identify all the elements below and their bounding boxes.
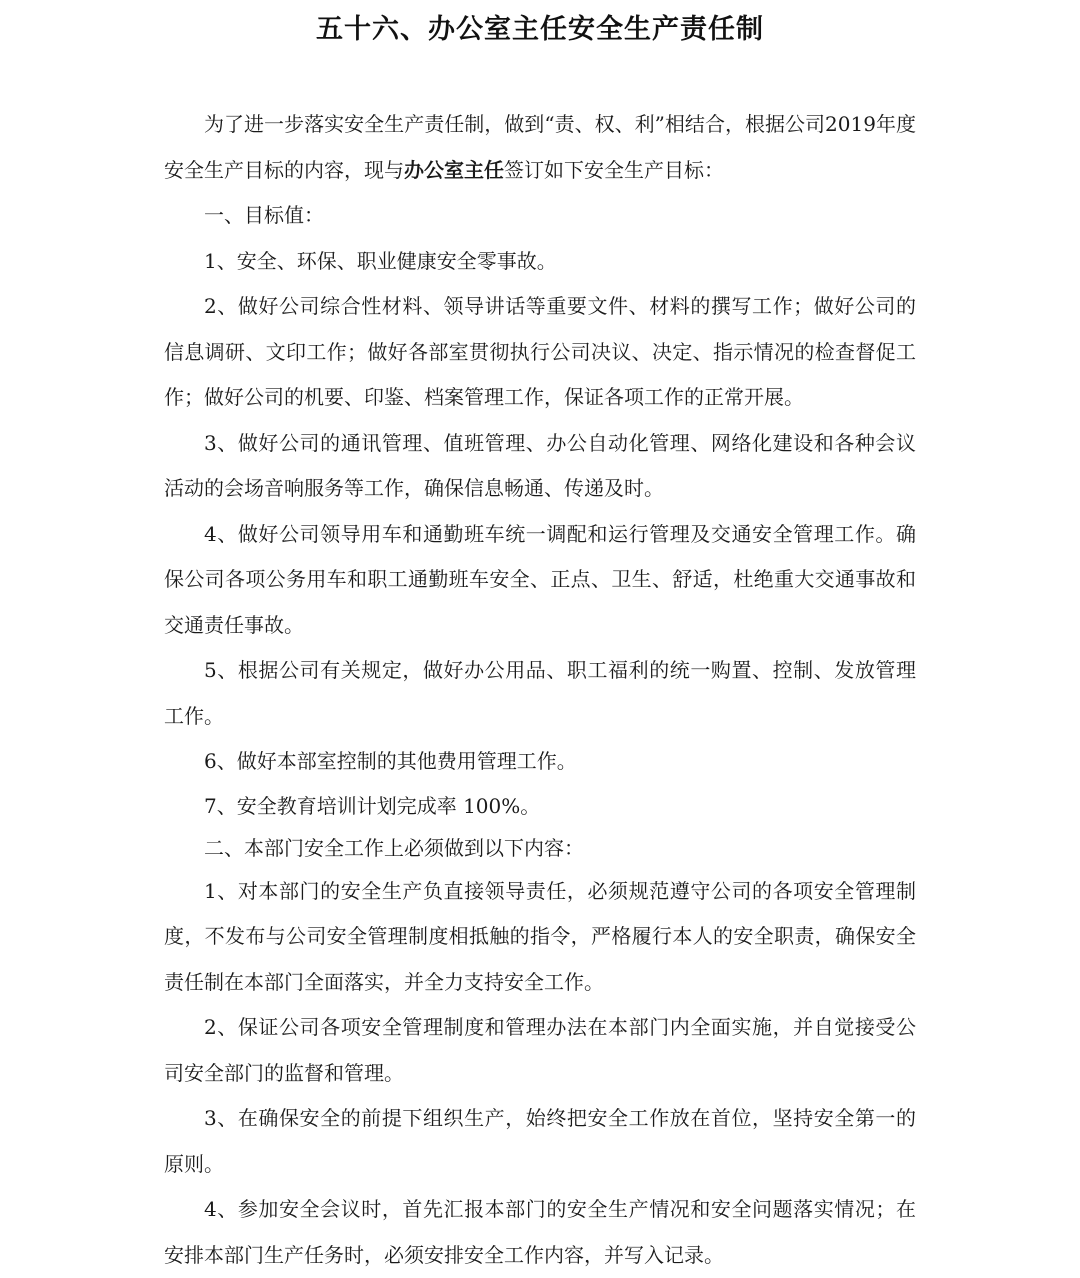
document-body — [164, 102, 916, 1278]
intro-text-before: 为了进一步落实安全生产责任制，做到“责、权、利”相结合，根据公司2019年度安全生产目标的内容，现与 — [164, 112, 916, 182]
target-item-6: 6、做好本部室控制的其他费用管理工作。 — [204, 749, 577, 773]
intro-paragraph — [164, 102, 916, 193]
requirement-item-2: 2、保证公司各项安全管理制度和管理办法在本部门内全面实施，并自觉接受公司安全部门的监督和管理。 — [164, 1015, 916, 1085]
section-heading-requirements: 二、本部门安全工作上必须做到以下内容： — [204, 835, 584, 860]
requirement-item-3: 3、在确保安全的前提下组织生产，始终把安全工作放在首位，坚持安全第一的原则。 — [164, 1106, 916, 1176]
target-item-1: 1、安全、环保、职业健康安全零事故。 — [204, 248, 557, 273]
requirement-item-4: 4、参加安全会议时，首先汇报本部门的安全生产情况和安全问题落实情况；在安排本部门生产任务时，必须安排安全工作内容，并写入记录。 — [164, 1197, 916, 1267]
section-heading-targets: 一、目标值： — [204, 203, 324, 227]
target-item-7: 7、安全教育培训计划完成率 100%。 — [204, 793, 541, 818]
intro-text-bold: 办公室主任 — [404, 157, 504, 182]
target-item-4: 4、做好公司领导用车和通勤班车统一调配和运行管理及交通安全管理工作。确保公司各项公务用车和职工通勤班车安全、正点、卫生、舒适，杜绝重大交通事故和交通责任事故。 — [164, 521, 916, 637]
page-title: 五十六、办公室主任安全生产责任制 — [316, 14, 764, 45]
target-item-3: 3、做好公司的通讯管理、值班管理、办公自动化管理、网络化建设和各种会议活动的会场音响服务等工作，确保信息畅通、传递及时。 — [164, 430, 916, 500]
target-item-2: 2、做好公司综合性材料、领导讲话等重要文件、材料的撰写工作；做好公司的信息调研、文印工作；做好各部室贯彻执行公司决议、决定、指示情况的检查督促工作；做好公司的机要、印鉴、档案管理工作，保证各项工作的正常开展。 — [164, 294, 916, 409]
target-item-5: 5、根据公司有关规定，做好办公用品、职工福利的统一购置、控制、发放管理工作。 — [164, 658, 916, 728]
intro-text-after: 签订如下安全生产目标： — [504, 157, 724, 182]
requirement-item-1: 1、对本部门的安全生产负直接领导责任，必须规范遵守公司的各项安全管理制度，不发布与公司安全管理制度相抵触的指令，严格履行本人的安全职责，确保安全责任制在本部门全面落实，并全力支持安全工作。 — [164, 878, 916, 994]
